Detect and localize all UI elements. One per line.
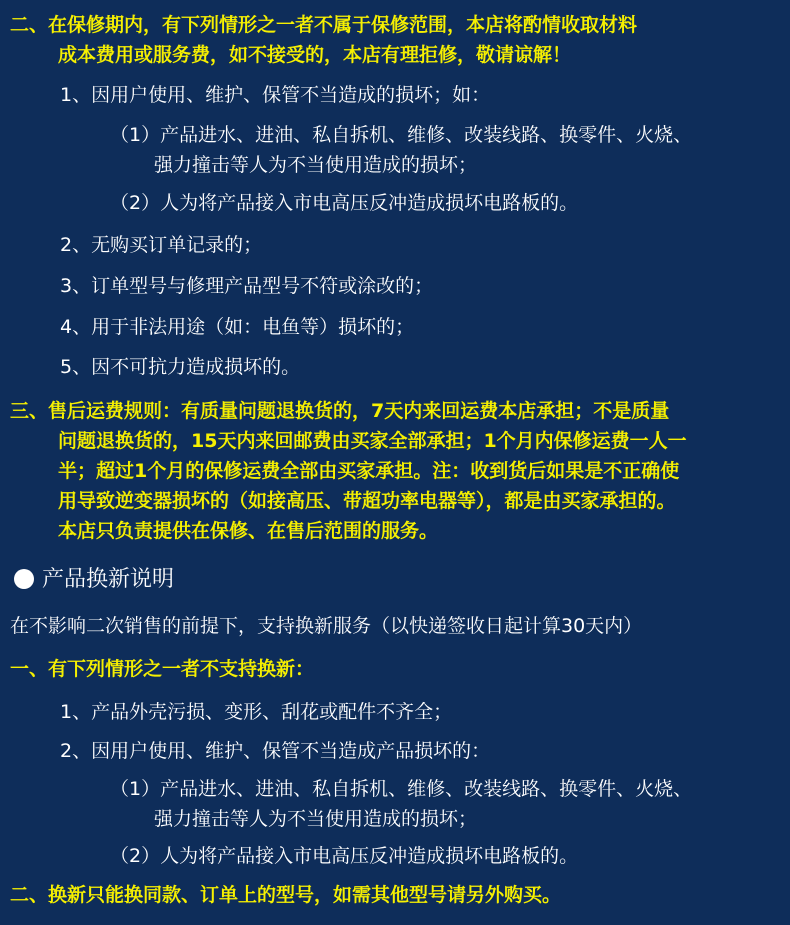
warranty-item-5: 5、因不可抗力造成损坏的。 — [60, 356, 301, 378]
warranty-section-2-line-1: 二、在保修期内，有下列情形之一者不属于保修范围，本店将酌情收取材料 — [10, 14, 638, 36]
warranty-sub-item-1-line-2: 强力撞击等人为不当使用造成的损坏； — [154, 154, 478, 176]
warranty-sub-item-1 — [110, 120, 692, 180]
warranty-item-3: 3、订单型号与修理产品型号不符或涂改的； — [60, 275, 434, 297]
shipping-rules — [10, 396, 687, 546]
exchange-item-1: 1、产品外壳污损、变形、刮花或配件不齐全； — [60, 701, 453, 723]
warranty-item-2: 2、无购买订单记录的； — [60, 234, 263, 256]
exchange-section-1: 一、有下列情形之一者不支持换新： — [10, 658, 315, 680]
exchange-sub-item-1-line-2: 强力撞击等人为不当使用造成的损坏； — [154, 808, 478, 830]
exchange-item-2: 2、因用户使用、维护、保管不当造成产品损坏的： — [60, 740, 491, 762]
exchange-heading — [14, 565, 174, 595]
exchange-heading-text: 产品换新说明 — [42, 567, 175, 592]
shipping-rules-line-2: 问题退换货的，15天内来回邮费由买家全部承担；1个月内保修运费一人一 — [58, 430, 687, 452]
shipping-rules-line-1: 三、售后运费规则：有质量问题退换货的，7天内来回运费本店承担；不是质量 — [10, 400, 670, 422]
exchange-sub-item-1-line-1: （1）产品进水、进油、私自拆机、维修、改装线路、换零件、火烧、 — [110, 778, 693, 800]
warranty-sub-item-1-line-1: （1）产品进水、进油、私自拆机、维修、改装线路、换零件、火烧、 — [110, 124, 693, 146]
exchange-sub-item-2: （2）人为将产品接入市电高压反冲造成损坏电路板的。 — [110, 845, 579, 867]
exchange-section-2: 二、换新只能换同款、订单上的型号，如需其他型号请另外购买。 — [10, 884, 562, 906]
shipping-rules-line-3: 半；超过1个月的保修运费全部由买家承担。注：收到货后如果是不正确使 — [58, 460, 680, 482]
exchange-intro: 在不影响二次销售的前提下，支持换新服务（以快递签收日起计算30天内） — [10, 615, 643, 637]
warranty-section-2 — [10, 10, 637, 70]
exchange-sub-item-1 — [110, 774, 692, 834]
bullet-icon — [14, 569, 34, 589]
warranty-sub-item-2: （2）人为将产品接入市电高压反冲造成损坏电路板的。 — [110, 192, 579, 214]
warranty-item-4: 4、用于非法用途（如：电鱼等）损坏的； — [60, 316, 415, 338]
warranty-section-2-line-2: 成本费用或服务费，如不接受的，本店有理拒修，敬请谅解！ — [58, 44, 572, 66]
warranty-item-1: 1、因用户使用、维护、保管不当造成的损坏；如： — [60, 84, 491, 106]
shipping-rules-line-5: 本店只负责提供在保修、在售后范围的服务。 — [58, 520, 439, 542]
shipping-rules-line-4: 用导致逆变器损坏的（如接高压、带超功率电器等），都是由买家承担的。 — [58, 490, 676, 512]
